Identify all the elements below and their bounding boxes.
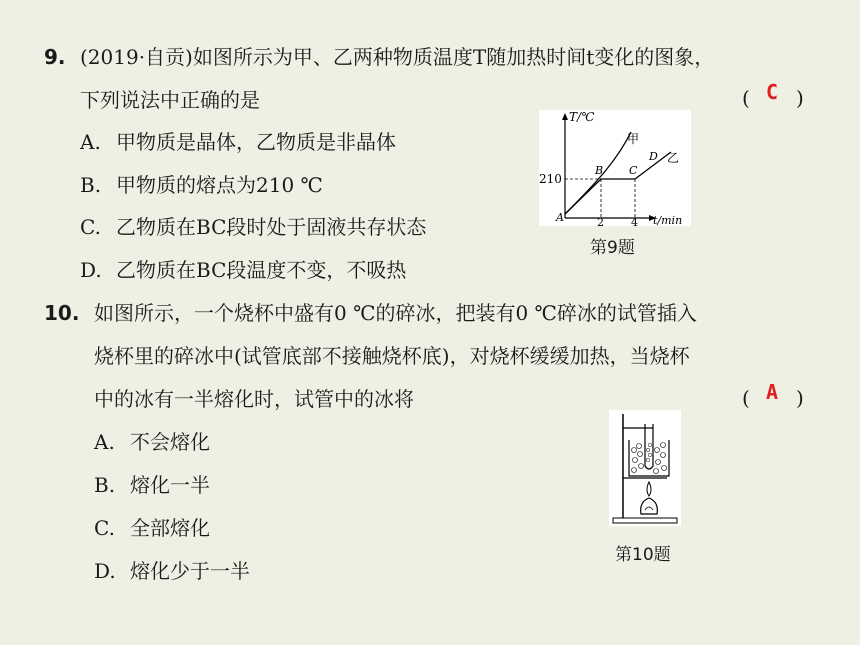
question-10-answer-paren-open: ( bbox=[742, 386, 750, 410]
question-10-answer: A bbox=[766, 380, 779, 404]
option-letter: B. bbox=[94, 473, 116, 497]
test-tube-ice bbox=[646, 443, 652, 462]
x-tick-2: 2 bbox=[597, 216, 604, 226]
point-c-label: C bbox=[629, 164, 638, 177]
option-letter: C. bbox=[80, 215, 101, 239]
point-a-label: A bbox=[556, 211, 564, 224]
question-10-stem-line2: 烧杯里的碎冰中(试管底部不接触烧杯底)，对烧杯缓缓加热，当烧杯 bbox=[94, 344, 690, 368]
heating-apparatus-drawing bbox=[609, 410, 681, 526]
y-axis-label: T/℃ bbox=[569, 110, 595, 124]
option-text: 熔化一半 bbox=[130, 473, 210, 497]
question-9-answer-paren-open: ( bbox=[742, 86, 750, 110]
option-text: 不会熔化 bbox=[130, 430, 210, 454]
question-10-number: 10. bbox=[44, 301, 80, 325]
series-yi-label: 乙 bbox=[667, 151, 680, 165]
option-letter: A. bbox=[80, 130, 101, 154]
series-jia-label: 甲 bbox=[627, 132, 640, 146]
figure-10-apparatus bbox=[609, 410, 681, 526]
question-10-answer-paren-close: ) bbox=[796, 386, 804, 410]
option-letter: B. bbox=[80, 173, 102, 197]
option-letter: A. bbox=[94, 430, 115, 454]
x-tick-4: 4 bbox=[631, 216, 638, 226]
option-text: 甲物质是晶体，乙物质是非晶体 bbox=[116, 130, 396, 154]
question-10-option-a bbox=[94, 430, 210, 454]
question-9-option-a bbox=[80, 130, 396, 154]
option-letter: D. bbox=[94, 559, 116, 583]
question-10-stem-line1: 如图所示，一个烧杯中盛有0 ℃的碎冰，把装有0 ℃碎冰的试管插入 bbox=[94, 301, 697, 325]
burner-wick bbox=[645, 507, 653, 510]
question-9-option-c bbox=[80, 215, 426, 239]
option-letter: C. bbox=[94, 516, 115, 540]
y-axis-arrow bbox=[562, 113, 568, 120]
temperature-time-graph bbox=[539, 110, 691, 226]
question-9-stem-line1: (2019·自贡)如图所示为甲、乙两种物质温度T随加热时间t变化的图象， bbox=[80, 45, 715, 69]
point-b-label: B bbox=[595, 164, 604, 177]
x-axis-label: t/min bbox=[653, 214, 683, 226]
y-tick-210: 210 bbox=[539, 172, 562, 186]
question-10-option-c bbox=[94, 516, 210, 540]
figure-9-caption: 第9题 bbox=[590, 238, 635, 258]
option-text: 全部熔化 bbox=[130, 516, 210, 540]
stand-base bbox=[613, 518, 677, 523]
option-text: 甲物质的熔点为210 ℃ bbox=[116, 173, 323, 197]
option-text: 乙物质在BC段时处于固液共存状态 bbox=[116, 215, 427, 239]
question-9-option-d bbox=[80, 258, 406, 282]
question-9-number: 9. bbox=[44, 45, 66, 69]
question-9-option-b bbox=[80, 173, 323, 197]
question-10-option-d bbox=[94, 559, 250, 583]
alcohol-burner bbox=[641, 498, 658, 514]
option-text: 熔化少于一半 bbox=[130, 559, 250, 583]
question-10-option-b bbox=[94, 473, 210, 497]
question-9-answer: C bbox=[766, 80, 779, 104]
question-10-stem-line3: 中的冰有一半熔化时，试管中的冰将 bbox=[94, 387, 414, 411]
flame-icon bbox=[647, 482, 651, 496]
question-9-answer-paren-close: ) bbox=[796, 86, 804, 110]
question-9-stem-line2: 下列说法中正确的是 bbox=[80, 88, 260, 112]
point-d-label: D bbox=[649, 150, 658, 163]
option-text: 乙物质在BC段温度不变，不吸热 bbox=[116, 258, 407, 282]
figure-9-graph bbox=[539, 110, 691, 226]
option-letter: D. bbox=[80, 258, 102, 282]
figure-10-caption: 第10题 bbox=[615, 545, 671, 565]
